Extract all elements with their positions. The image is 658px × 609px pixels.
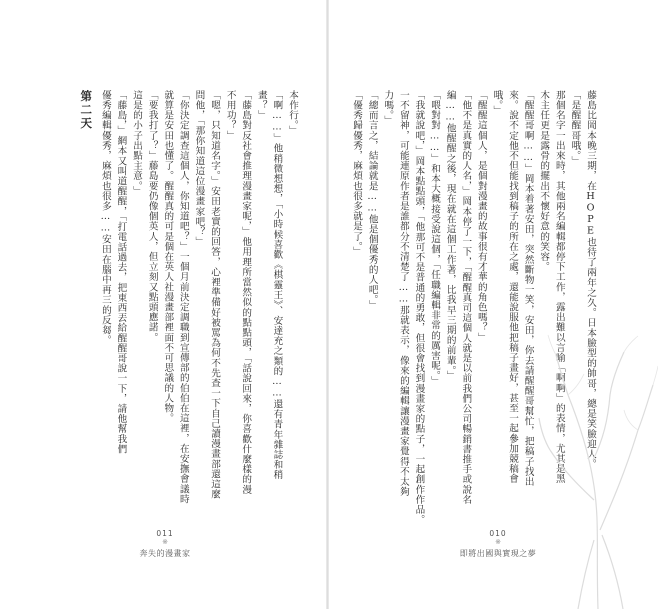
paragraph: 畫？」 [255,90,267,121]
left-page [0,0,327,609]
paragraph: 力嗎。」 [382,90,394,126]
tree-illustration [538,300,658,609]
paragraph: 「總而言之，結論就是……他是個優秀的人吧。」 [366,90,378,311]
chapter-heading: 第二天 [79,90,94,131]
paragraph: 優秀編輯優秀，麻煩也很多……安田在腦中再三的反芻。 [99,90,111,346]
paragraph: 「要我打了？」藤島要仍像個英人，但立刻又點頭應諾。 [146,90,158,343]
right-page [328,0,655,609]
paragraph: 問他，「那你知道這位漫畫家吧？」 [193,90,205,247]
paragraph: 那個名字一出來時，其他兩名編輯都停下工作，露出難以言喻「啊啊」的表情，尤其是黑 [553,90,565,484]
page-number: 011 [156,529,174,538]
paragraph: 哦。」 [491,90,503,116]
paragraph: 藤島比岡本晚三期，在HOPE也待了兩年之久。日本臉型的帥哥，總是笑臉迎人。 [585,90,596,470]
paragraph: 「你決定調查這個人，你知道吧？」一個月前決定調職到宣傳部的伯伯在這裡，在安撫會議時 [177,90,189,505]
right-page-footer [438,529,558,559]
paragraph: 不用功？」 [224,90,236,141]
paragraph: 本作行。」 [287,90,298,136]
paragraph: 「我就說吧，」岡本點點頭，「他那可不是普通的勇敢，但很會找到漫畫家的點子，一起創作作品。 [413,90,425,525]
left-page-body-text [79,90,300,505]
paragraph: 「優秀歸優秀，麻煩也很多就是了。」 [351,90,363,257]
running-title: 奔失的漫畫家 [139,549,191,558]
ornament-icon: ※ [162,538,168,546]
paragraph: 「藤島，」網本又叫道醒醒，「打電話過去，把東西丟給醒醒哥說一下，請他幫我們 [115,90,127,455]
paragraph: 就算是安田也懂了。醒醒真的可是個在英人社漫畫部裡面不可思議的人物。 [162,90,174,424]
ornament-icon: ※ [495,538,501,546]
paragraph: 這是的小子出點主意。」 [131,90,143,197]
left-page-footer [105,529,225,559]
paragraph: 「啊……」他稍微想想，「小時候喜歡《棋靈王》、安達充之類的……還有青年雜誌和稍 [271,90,283,480]
paragraph: 「醒醒這個人，是個對漫畫的故事很有才華的角色嗎？」 [475,90,487,343]
running-title: 即將出國與實現之夢 [459,549,537,558]
paragraph: 木主任更是露骨的擺出不懷好意的笑容。 [538,90,550,272]
paragraph: 「他不是真實的人名，」岡本停了一下，「醒醒真司這個人就是以前我們公司暢銷書推手或說名 [460,90,472,505]
paragraph: 來。說不定他不但能找到稿子的所在之處，還能說服他把稿子畫好，甚至一起參加競稿會 [507,90,519,484]
paragraph: 「是醒醒哥哦。」 [569,90,581,166]
paragraph: 一不留神，可能連原作者是誰都分不清楚了……那就表示，像來的編輯讓漫畫家覺得不太夠 [397,90,409,497]
paragraph: 「醒醒哥啊……」岡本着著安田，突然斷物一笑，安田，你去請醒醒哥幫忙，把稿子找出 [522,90,534,487]
paragraph: 「嗯，只知道名字。」安田老實的回答，心裡準備好被罵為何不先查一下自己讀漫畫部還這麼 [209,90,221,500]
paragraph: 「藤島對反社會推理漫畫家呢，」他用理所當然似的點點頭，「話說回來，你喜歡什麼樣的漫 [240,90,252,495]
page-number: 010 [489,529,507,538]
paragraph: 編……他醒醒之後，現在就在這個工作著，比我早三期的前輩。」 [444,90,456,381]
paragraph: 「喂對對……」和本大概接受說這個，「任職編輯非常的厲害呢。」 [429,90,441,387]
